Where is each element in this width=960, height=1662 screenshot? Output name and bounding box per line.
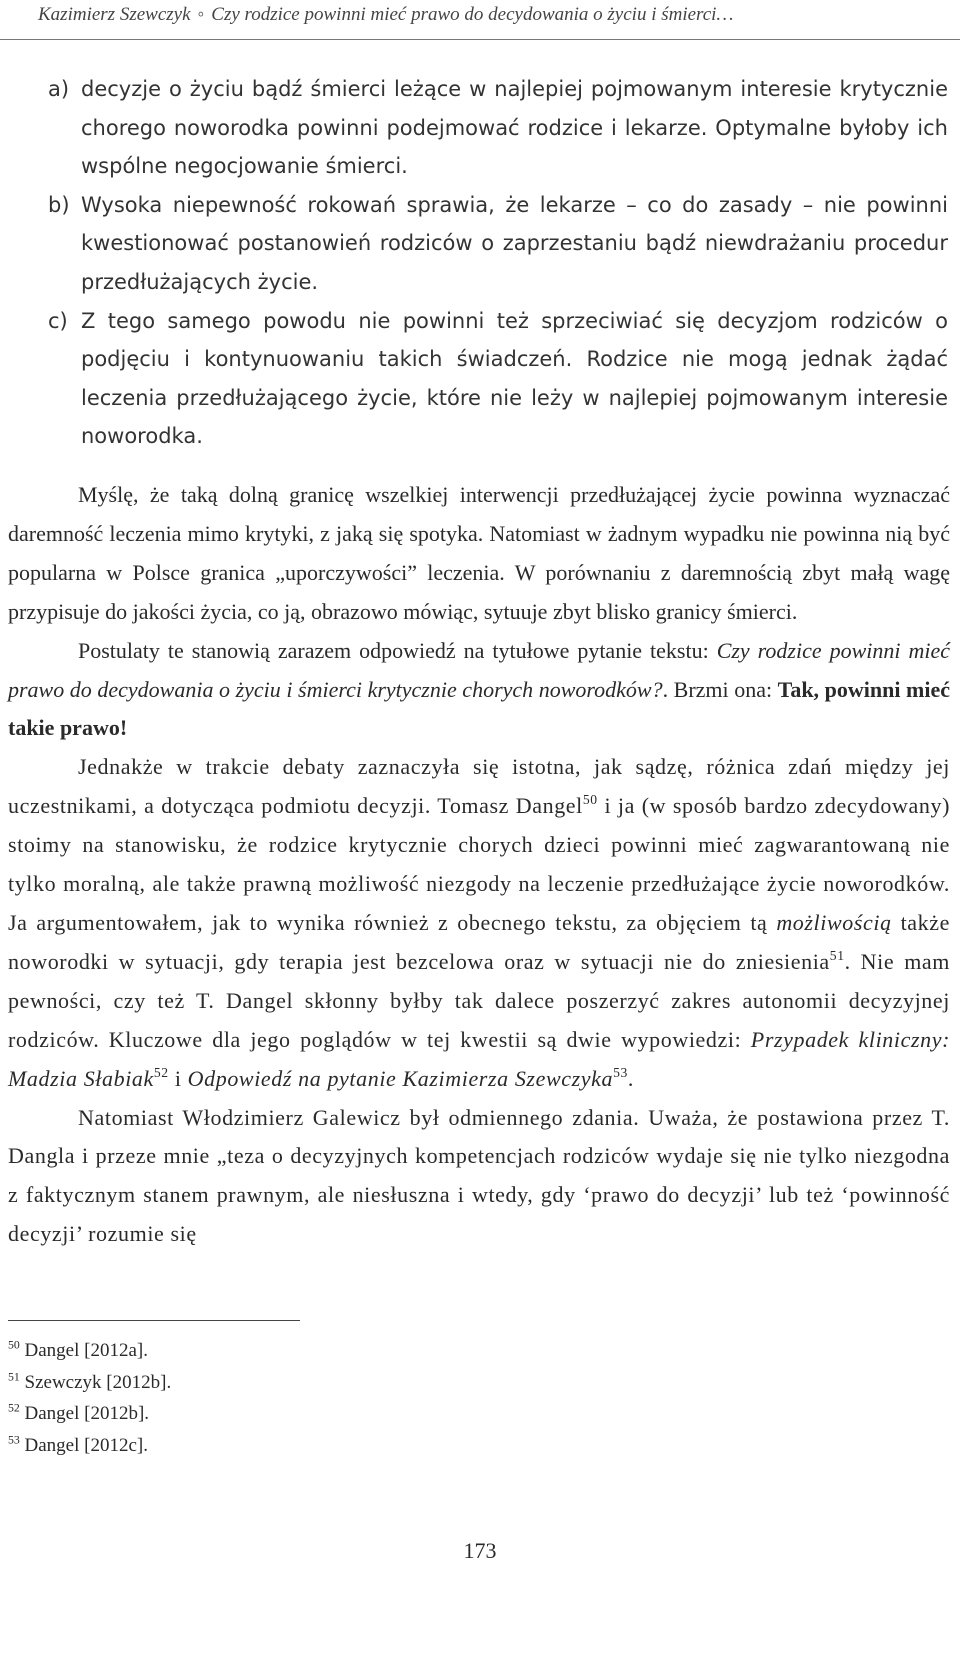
paragraph-3-text: i — [168, 1065, 188, 1091]
list-marker: b) — [48, 192, 70, 217]
list-item-text: Wysoka niepewność rokowań sprawia, że lekarze – co do zasady – nie powinni kwestionować postanowień rodziców o zaprzestaniu bądź niewdrażaniu procedur przedłużających życie. — [81, 192, 948, 294]
footnote-50 — [8, 1335, 608, 1367]
answer-bold: Tak, powinni mieć takie prawo! — [8, 676, 950, 741]
footnotes — [8, 1335, 608, 1461]
paragraph-3-text: i ja (w sposób bardzo zdecydowany) stoimy na stanowisku, że rodzice krytycznie chorych dzieci powinni mieć zagwarantowaną nie tylko moralną, ale także prawną możliwość niezgody na leczenie przedłużające życie noworodków. Ja argumentowałem, jak to wynika również z obecnego tekstu, za objęciem tą — [8, 793, 950, 935]
paragraph-3 — [8, 748, 950, 1098]
paragraph-1: Myślę, że taką dolną granicę wszelkiej interwencji przedłużającej życie powinna wyznaczać daremność leczenia mimo krytyki, z jaką się spotyka. Natomiast w żadnym wypadku nie powinna nią być popularna w Polsce granica „uporczywości” leczenia. W porównaniu z daremnością zbyt małą wagę przypisuje do jakości życia, co ją, obrazowo mówiąc, sytuuje zbyt blisko granicy śmierci. — [8, 482, 950, 624]
paragraph-3-text: . — [627, 1065, 635, 1091]
running-head-separator: ◦ — [197, 4, 205, 25]
footnote-number: 53 — [8, 1433, 20, 1447]
question-title: Czy rodzice powinni mieć prawo do decydowania o życiu i śmierci krytycznie chorych noworodków? — [8, 637, 950, 702]
cited-work-title: Odpowiedź na pytanie Kazimierza Szewczyka — [187, 1065, 614, 1091]
footnote-number: 51 — [8, 1369, 20, 1383]
emphasis: możliwością — [776, 909, 892, 935]
list-item-text: decyzje o życiu bądź śmierci leżące w najlepiej pojmowanym interesie krytycznie chorego noworodka powinni podejmować rodzice i lekarze. Optymalne byłoby ich wspólne negocjowanie śmierci. — [81, 77, 948, 179]
footnote-number: 52 — [8, 1401, 20, 1415]
paragraph-3-text: Jednakże w trakcie debaty zaznaczyła się istotna, jak sądzę, różnica zdań między jej uczestnikami, a dotycząca podmiotu decyzji. Tomasz Dangel — [8, 754, 950, 819]
footnote-52 — [8, 1398, 608, 1430]
footnote-ref-52[interactable]: 52 — [153, 1064, 169, 1080]
list-item-c — [48, 302, 948, 456]
body-text — [8, 476, 950, 1254]
footnote-ref-53[interactable]: 53 — [613, 1064, 628, 1080]
paragraph-3-text: także noworodki w sytuacji, gdy terapia jest bezcelowa oraz w sytuacji nie do zniesienia — [8, 909, 950, 974]
paragraph-2-text: Postulaty te stanowią zarazem odpowiedź na tytułowe pytanie tekstu: — [78, 637, 717, 663]
list-item-text: Z tego samego powodu nie powinni też sprzeciwiać się decyzjom rodziców o podjęciu i kontynuowaniu takich świadczeń. Rodzice nie mogą jednak żądać leczenia przedłużającego życie, które nie leży w najlepiej pojmowanym interesie noworodka. — [81, 308, 948, 449]
running-head — [0, 0, 960, 40]
footnote-number: 50 — [8, 1338, 20, 1352]
footnote-text: Dangel [2012c]. — [24, 1434, 148, 1456]
running-head-title: Czy rodzice powinni mieć prawo do decydowania o życiu i śmierci… — [211, 4, 734, 25]
list-item-a — [48, 70, 948, 186]
footnote-text: Szewczyk [2012b]. — [24, 1371, 172, 1393]
footnote-ref-50[interactable]: 50 — [582, 792, 598, 808]
cited-work-title: Przypadek kliniczny: Madzia Słabiak — [8, 1026, 951, 1091]
footnote-divider — [8, 1320, 300, 1321]
footnote-text: Dangel [2012a]. — [24, 1340, 148, 1361]
footnote-53 — [8, 1430, 608, 1462]
list-marker: c) — [48, 308, 68, 333]
paragraph-3-text: . Nie mam pewności, czy też T. Dangel skłonny byłby tak dalece poszerzyć zakres autonomii decyzyjnej rodziców. Kluczowe dla jego poglądów w tej kwestii są dwie wypowiedzi: — [8, 948, 950, 1052]
paragraph-2-text: . Brzmi ona: — [662, 676, 778, 702]
running-head-author: Kazimierz Szewczyk — [38, 4, 191, 25]
paragraph-4: Natomiast Włodzimierz Galewicz był odmiennego zdania. Uważa, że postawiona przez T. Dangla i przeze mnie „teza o decyzyjnych kompetencjach rodziców wydaje się nie tylko niezgodna z faktycznym stanem prawnym, ale niesłuszna i wtedy, gdy ‘prawo do decyzji’ lub też ‘powinność decyzji’ rozumie się — [8, 1104, 950, 1247]
enumerated-list — [48, 70, 948, 456]
list-marker: a) — [48, 77, 70, 101]
footnote-ref-51[interactable]: 51 — [829, 948, 845, 964]
footnote-text: Dangel [2012b]. — [24, 1403, 150, 1425]
paragraph-2 — [8, 632, 950, 749]
list-item-b — [48, 186, 948, 302]
page-number: 173 — [463, 1538, 497, 1563]
footnote-51 — [8, 1367, 608, 1399]
